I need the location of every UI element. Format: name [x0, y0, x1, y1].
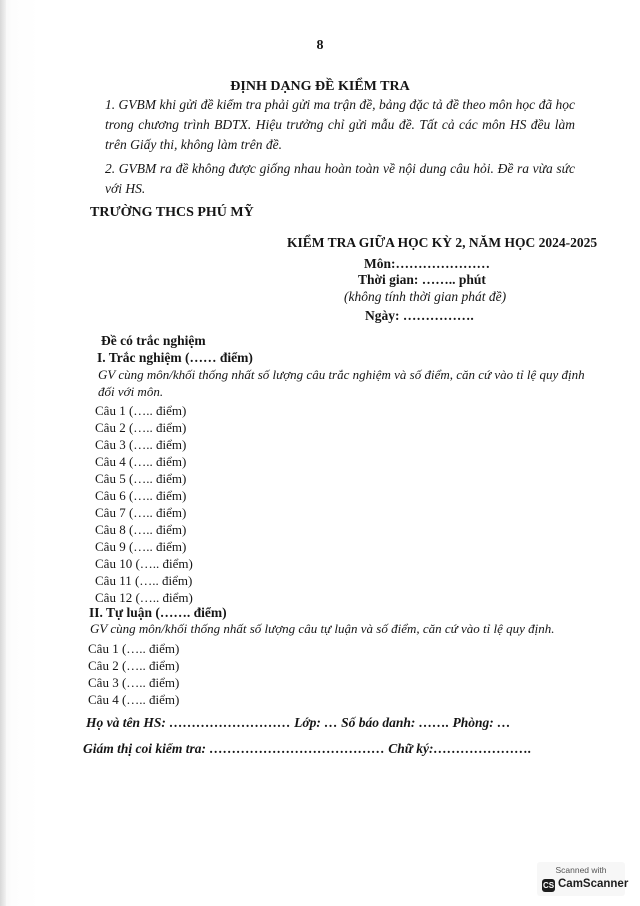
camscanner-logo-icon: CS: [542, 881, 555, 890]
proctor-signature-line: Giám thị coi kiểm tra: ………………………………… Chữ ký:………………….: [83, 741, 532, 756]
camscanner-watermark: [537, 862, 629, 896]
list-item: Câu 6 (….. điểm): [95, 488, 187, 503]
list-item: Câu 9 (….. điểm): [95, 539, 187, 554]
list-item: Câu 2 (….. điểm): [88, 658, 180, 673]
page-binding-shadow: [0, 0, 6, 906]
school-name: TRƯỜNG THCS PHÚ MỸ: [90, 205, 254, 220]
list-item: Câu 12 (….. điểm): [95, 590, 193, 605]
exam-subject: Môn:…………………: [364, 256, 490, 271]
part1-title: I. Trắc nghiệm (…… điểm): [97, 350, 253, 365]
mcq-question-list: [95, 402, 193, 606]
instruction-1: 1. GVBM khi gửi đề kiểm tra phải gửi ma trận đề, bảng đặc tả đề theo môn học đã học trong chương trình BDTX. Hiệu trưởng chỉ gửi mẫu đề. Tất cả các môn HS đều làm trên Giấy thi, không làm trên đề.: [105, 97, 575, 152]
list-item: Câu 5 (….. điểm): [95, 471, 187, 486]
page-number: 8: [316, 38, 324, 53]
list-item: Câu 11 (….. điểm): [95, 573, 193, 588]
list-item: Câu 4 (….. điểm): [95, 454, 187, 469]
list-item: Câu 2 (….. điểm): [95, 420, 187, 435]
list-item: Câu 8 (….. điểm): [95, 522, 187, 537]
part2-description: GV cùng môn/khối thống nhất số lượng câu tự luận và số điểm, căn cứ vào tỉ lệ quy định.: [90, 621, 555, 636]
instruction-2: 2. GVBM ra đề không được giống nhau hoàn toàn về nội dung câu hỏi. Đề ra vừa sức với HS.: [105, 161, 575, 196]
part2-title: II. Tự luận (……. điểm): [89, 605, 227, 620]
list-item: Câu 7 (….. điểm): [95, 505, 187, 520]
part1-description: GV cùng môn/khối thống nhất số lượng câu trắc nghiệm và số điểm, căn cứ vào tỉ lệ quy định đối với môn.: [98, 367, 585, 399]
list-item: Câu 3 (….. điểm): [88, 675, 180, 690]
student-info-line: Họ và tên HS: ……………………… Lớp: … Số báo danh: ……. Phòng: …: [86, 715, 511, 730]
list-item: Câu 3 (….. điểm): [95, 437, 187, 452]
exam-date: Ngày: …………….: [365, 308, 474, 323]
list-item: Câu 10 (….. điểm): [95, 556, 193, 571]
exam-duration: Thời gian: …….. phút: [358, 272, 486, 287]
exam-note: (không tính thời gian phát đề): [344, 289, 507, 304]
watermark-caption: Scanned with: [555, 865, 607, 875]
exam-title: KIỂM TRA GIỮA HỌC KỲ 2, NĂM HỌC 2024-2025: [287, 235, 598, 250]
mcq-heading: Đề có trắc nghiệm: [101, 333, 206, 348]
watermark-brand: CamScanner: [558, 878, 629, 890]
list-item: Câu 1 (….. điểm): [95, 403, 187, 418]
list-item: Câu 4 (….. điểm): [88, 692, 180, 707]
document-title: ĐỊNH DẠNG ĐỀ KIỂM TRA: [230, 79, 410, 94]
essay-question-list: [88, 640, 179, 708]
list-item: Câu 1 (….. điểm): [88, 641, 180, 656]
